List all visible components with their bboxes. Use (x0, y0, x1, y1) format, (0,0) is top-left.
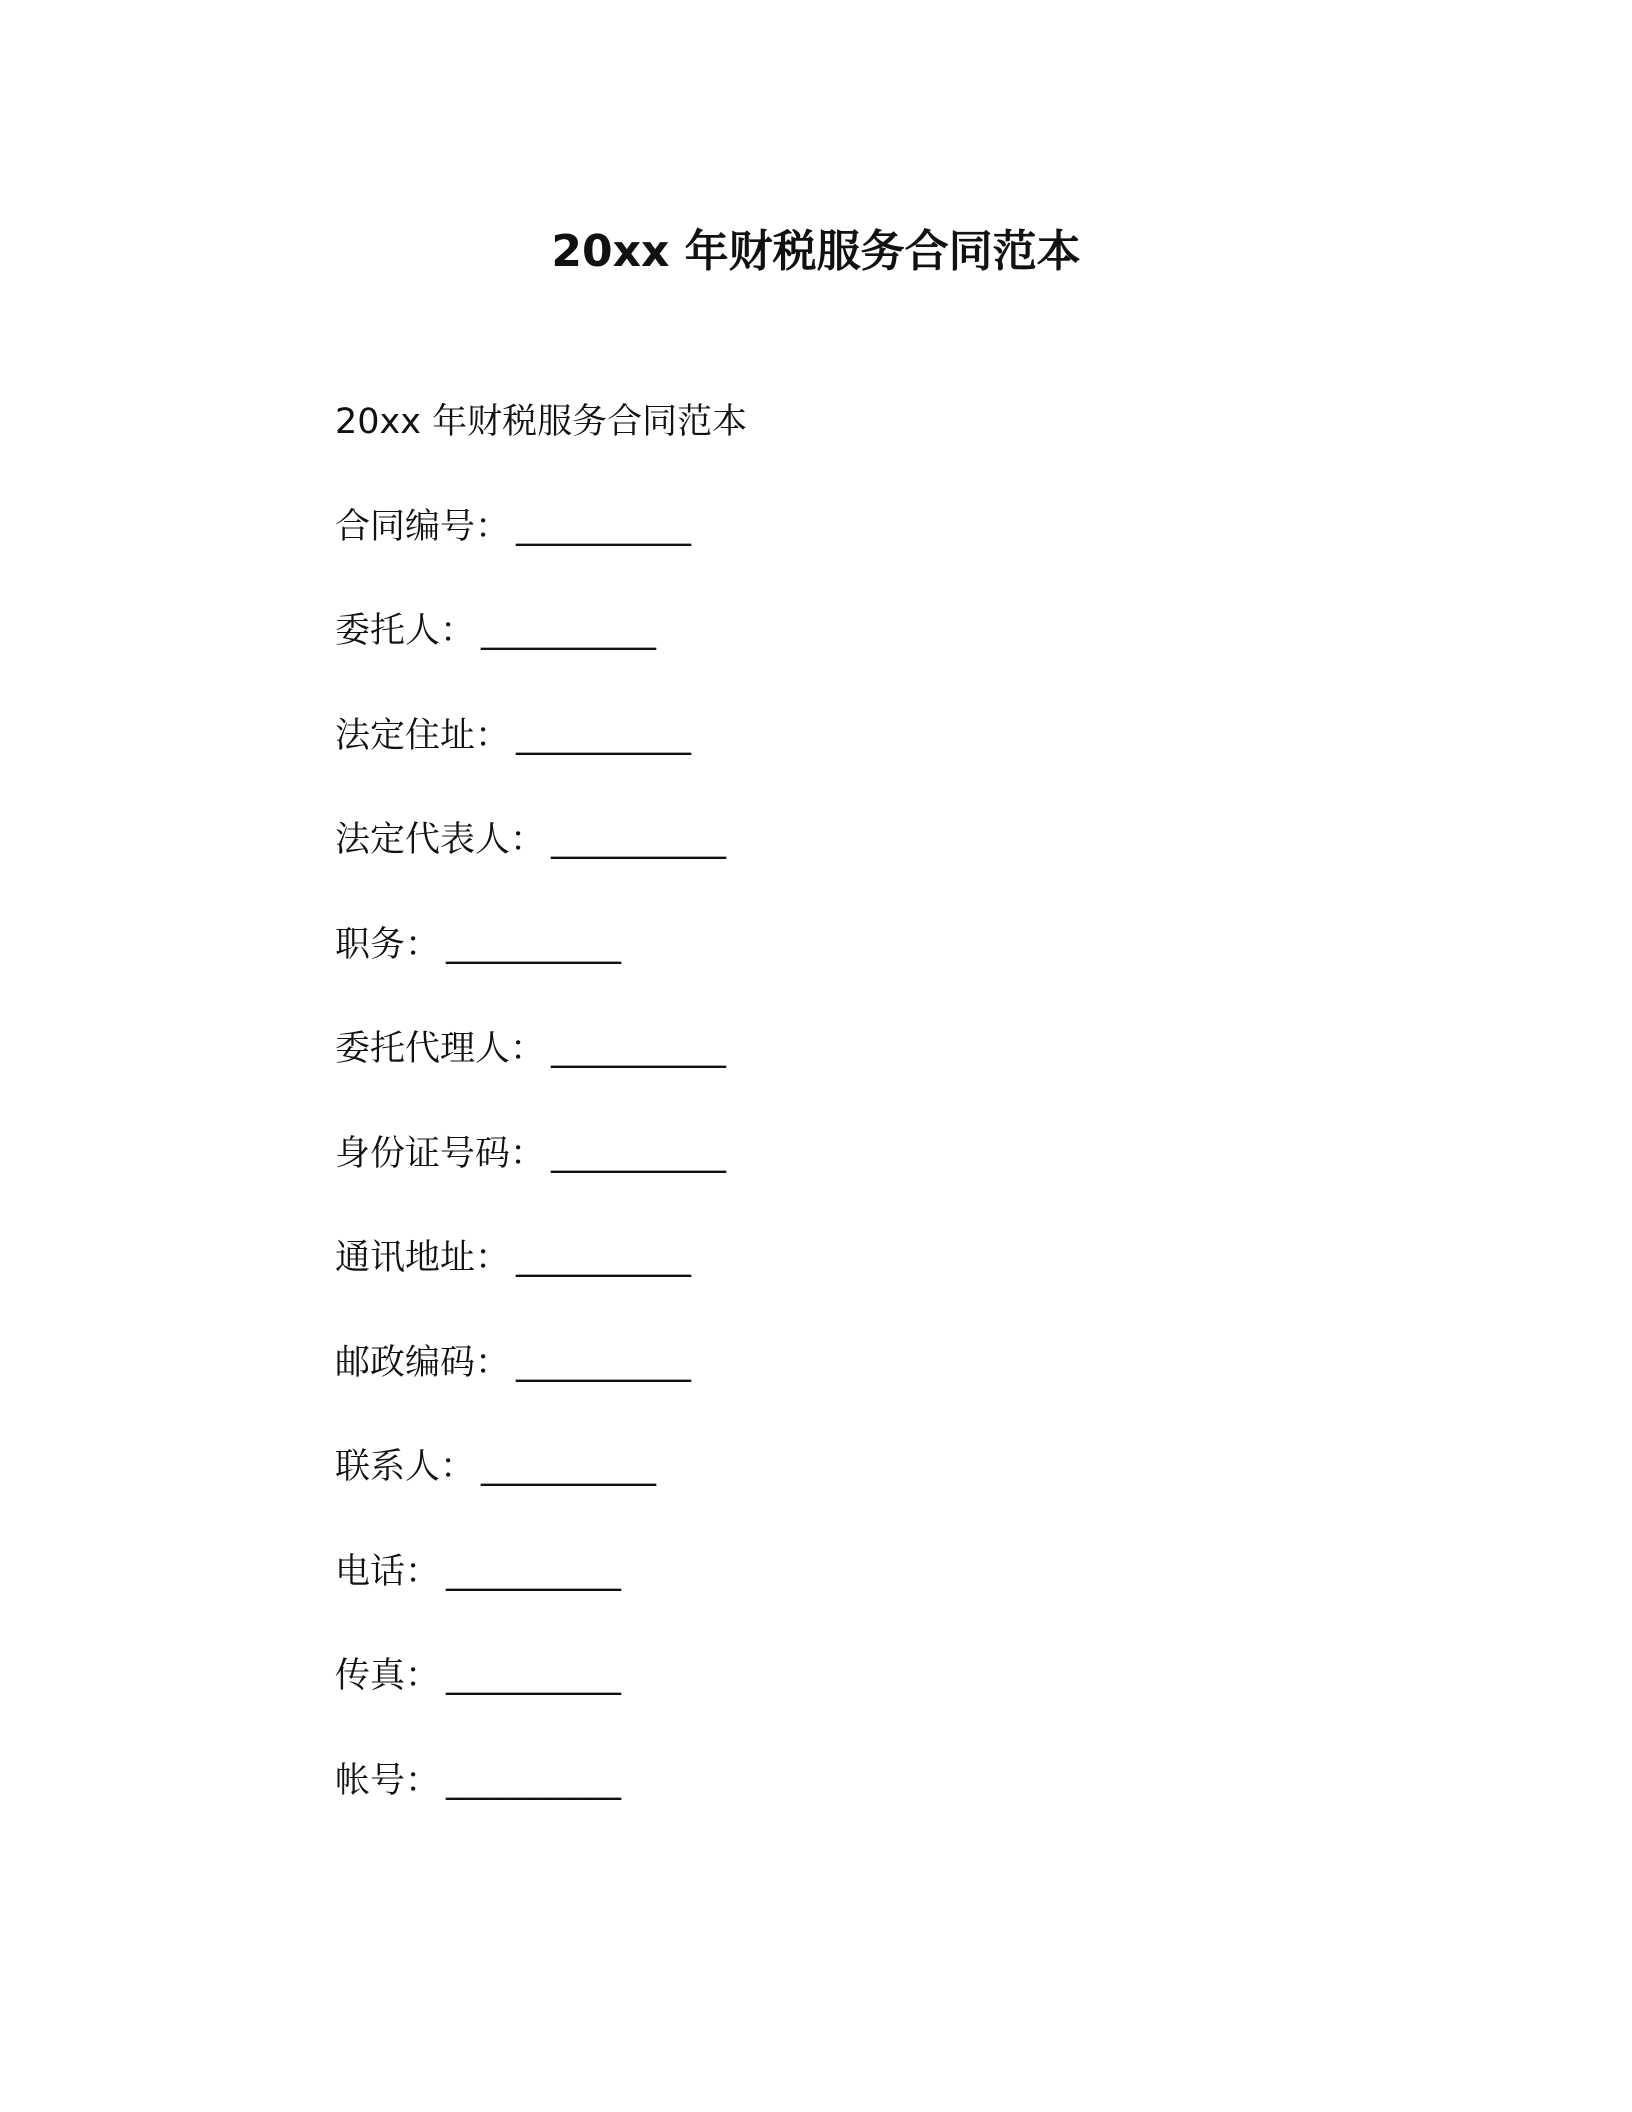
field-label: 委托人： (335, 611, 476, 651)
field-account-number (335, 1751, 1435, 1811)
field-label: 通讯地址： (335, 1238, 511, 1278)
field-label: 身份证号码： (335, 1133, 546, 1174)
field-postal-code (335, 1333, 1435, 1393)
field-phone (335, 1542, 1435, 1602)
field-label: 职务： (335, 924, 441, 965)
field-blank-line: __________ (481, 611, 657, 651)
field-contact-person (335, 1437, 1435, 1497)
field-contract-number (335, 497, 1435, 557)
field-blank-line: __________ (516, 1342, 692, 1383)
field-blank-line: __________ (516, 1238, 692, 1278)
field-label: 委托代理人： (335, 1029, 546, 1069)
field-blank-line: __________ (551, 820, 727, 860)
field-label: 合同编号： (335, 506, 511, 547)
field-legal-address (335, 706, 1435, 766)
field-blank-line: __________ (446, 1656, 622, 1696)
field-client (335, 601, 1435, 661)
field-label: 邮政编码： (335, 1342, 511, 1383)
document-title: 20xx 年财税服务合同范本 (551, 226, 1081, 277)
field-label: 帐号： (335, 1760, 441, 1801)
field-label: 法定代表人： (335, 820, 546, 860)
field-fax (335, 1646, 1435, 1706)
field-label: 联系人： (335, 1447, 476, 1487)
field-blank-line: __________ (551, 1133, 727, 1174)
field-authorized-agent (335, 1019, 1435, 1079)
field-blank-line: __________ (516, 506, 692, 547)
field-label: 法定住址： (335, 715, 511, 756)
field-blank-line: __________ (516, 715, 692, 756)
field-mailing-address (335, 1228, 1435, 1288)
field-id-number (335, 1124, 1435, 1184)
field-legal-representative (335, 810, 1435, 870)
field-blank-line: __________ (551, 1029, 727, 1069)
field-blank-line: __________ (446, 1760, 622, 1801)
field-blank-line: __________ (446, 924, 622, 965)
document-body (335, 392, 1435, 1811)
field-blank-line: __________ (446, 1551, 622, 1592)
field-position (335, 915, 1435, 975)
field-blank-line: __________ (481, 1447, 657, 1487)
document-subtitle: 20xx 年财税服务合同范本 (335, 402, 748, 442)
field-label: 电话： (335, 1551, 441, 1592)
contract-field-list (335, 497, 1435, 1811)
field-label: 传真： (335, 1656, 441, 1696)
